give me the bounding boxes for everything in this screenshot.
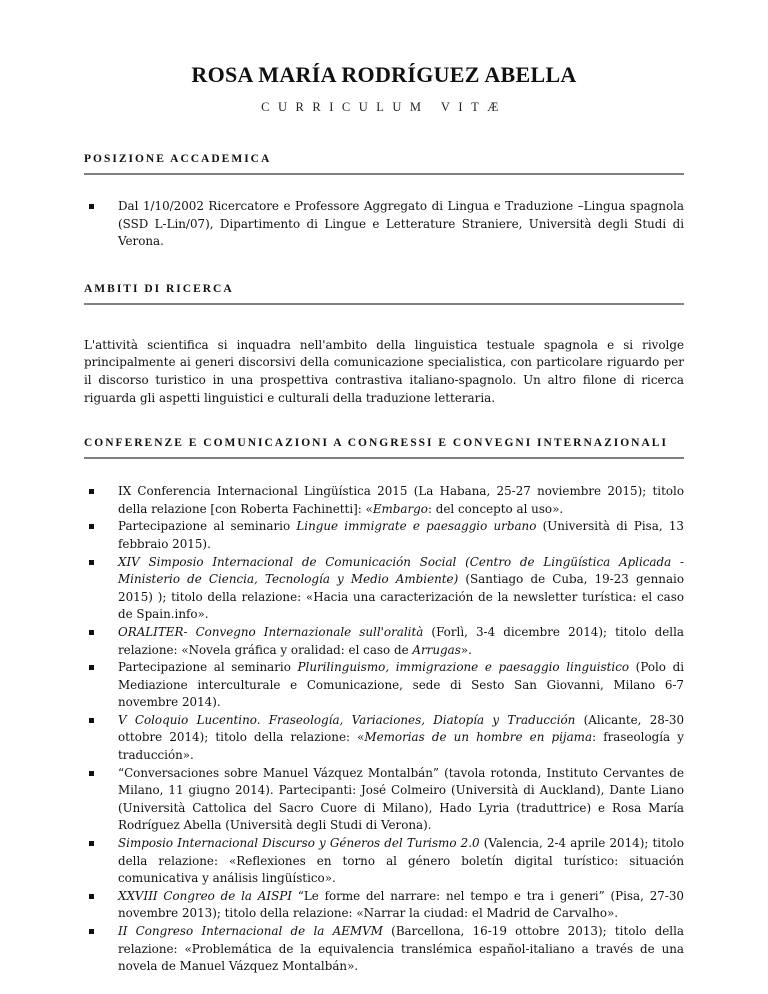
list-item: Dal 1/10/2002 Ricercatore e Professore Aggregato di Lingua e Traduzione –Lingua spagnola (SSD L-Lin/07), Dipartimento di Lingue e Letterature Straniere, Università degli Studi di Verona.	[84, 198, 684, 251]
list-item: XXVIII Congreo de la AISPI “Le forme del narrare: nel tempo e tra i generi” (Pisa, 27-30 novembre 2013); titolo della relazione: «Narrar la ciudad: el Madrid de Carvalho».	[84, 888, 684, 923]
section-title-conferenze: CONFERENZE E COMUNICAZIONI A CONGRESSI E CONVEGNI INTERNAZIONALI	[84, 437, 684, 459]
section-title-posizione: POSIZIONE ACCADEMICA	[84, 153, 684, 175]
ambiti-paragraph: L'attività scientifica si inquadra nell'ambito della linguistica testuale spagnola e si rivolge principalmente ai generi discorsivi della comunicazione specialistica, con particolare riguardo per il discorso turistico in una prospettiva contrastiva italiano-spagnolo. Un altro filone di ricerca riguarda gli aspetti linguistici e culturali della traduzione letteraria.	[84, 337, 684, 405]
list-item: XIV Simposio Internacional de Comunicación Social (Centro de Lingüística Aplicada - Ministerio de Ciencia, Tecnología y Medio Ambiente) (Santiago de Cuba, 19-23 gennaio 2015) ); titolo della relazione: «Hacia una caracterización de la newsletter turística: el caso de Spain.info».	[84, 554, 684, 624]
cv-name: ROSA MARÍA RODRÍGUEZ ABELLA	[191, 62, 577, 87]
list-item: V Coloquio Lucentino. Fraseología, Variaciones, Diatopía y Traducción (Alicante, 28-30 ottobre 2014); titolo della relazione: «Memorias de un hombre en pijama: fraseología y traducción».	[84, 712, 684, 765]
list-item: Partecipazione al seminario Plurilinguismo, immigrazione e paesaggio linguistico (Polo di Mediazione interculturale e Comunicazione, sede di Sesto San Giovanni, Milano 6-7 novembre 2014).	[84, 659, 684, 712]
list-item: IX Conferencia Internacional Lingüística 2015 (La Habana, 25-27 noviembre 2015); titolo della relazione [con Roberta Fachinetti]: «Embargo: del concepto al uso».	[84, 483, 684, 518]
section-ambiti	[84, 283, 684, 407]
conferenze-list	[84, 483, 684, 976]
section-title-ambiti: AMBITI DI RICERCA	[84, 283, 684, 305]
list-item: Partecipazione al seminario Lingue immigrate e paesaggio urbano (Università di Pisa, 13 febbraio 2015).	[84, 518, 684, 553]
section-posizione	[84, 153, 684, 251]
list-item: II Congreso Internacional de la AEMVM (Barcellona, 16-19 ottobre 2013); titolo della relazione: «Problemática de la equivalencia translémica español-italiano a través de una novela de Manuel Vázquez Montalbán».	[84, 923, 684, 976]
list-item: “Conversaciones sobre Manuel Vázquez Montalbán” (tavola rotonda, Instituto Cervantes de Milano, 11 giugno 2014). Partecipanti: José Colmeiro (Università di Auckland), Dante Liano (Università Cattolica del Sacro Cuore di Milano), Hado Lyria (traduttrice) e Rosa María Rodríguez Abella (Università degli Studi di Verona).	[84, 765, 684, 835]
posizione-list	[84, 198, 684, 251]
cv-page	[84, 62, 684, 976]
list-item: ORALITER- Convegno Internazionale sull'oralità (Forlì, 3-4 dicembre 2014); titolo della relazione: «Novela gráfica y oralidad: el caso de Arrugas».	[84, 624, 684, 659]
section-conferenze	[84, 437, 684, 976]
list-item: Simposio Internacional Discurso y Géneros del Turismo 2.0 (Valencia, 2-4 aprile 2014); titolo della relazione: «Reflexiones en torno al género boletín digital turístico: situación comunicativa y análisis lingüístico».	[84, 835, 684, 888]
cv-subtitle: CURRICULUM VITÆ	[261, 100, 507, 114]
